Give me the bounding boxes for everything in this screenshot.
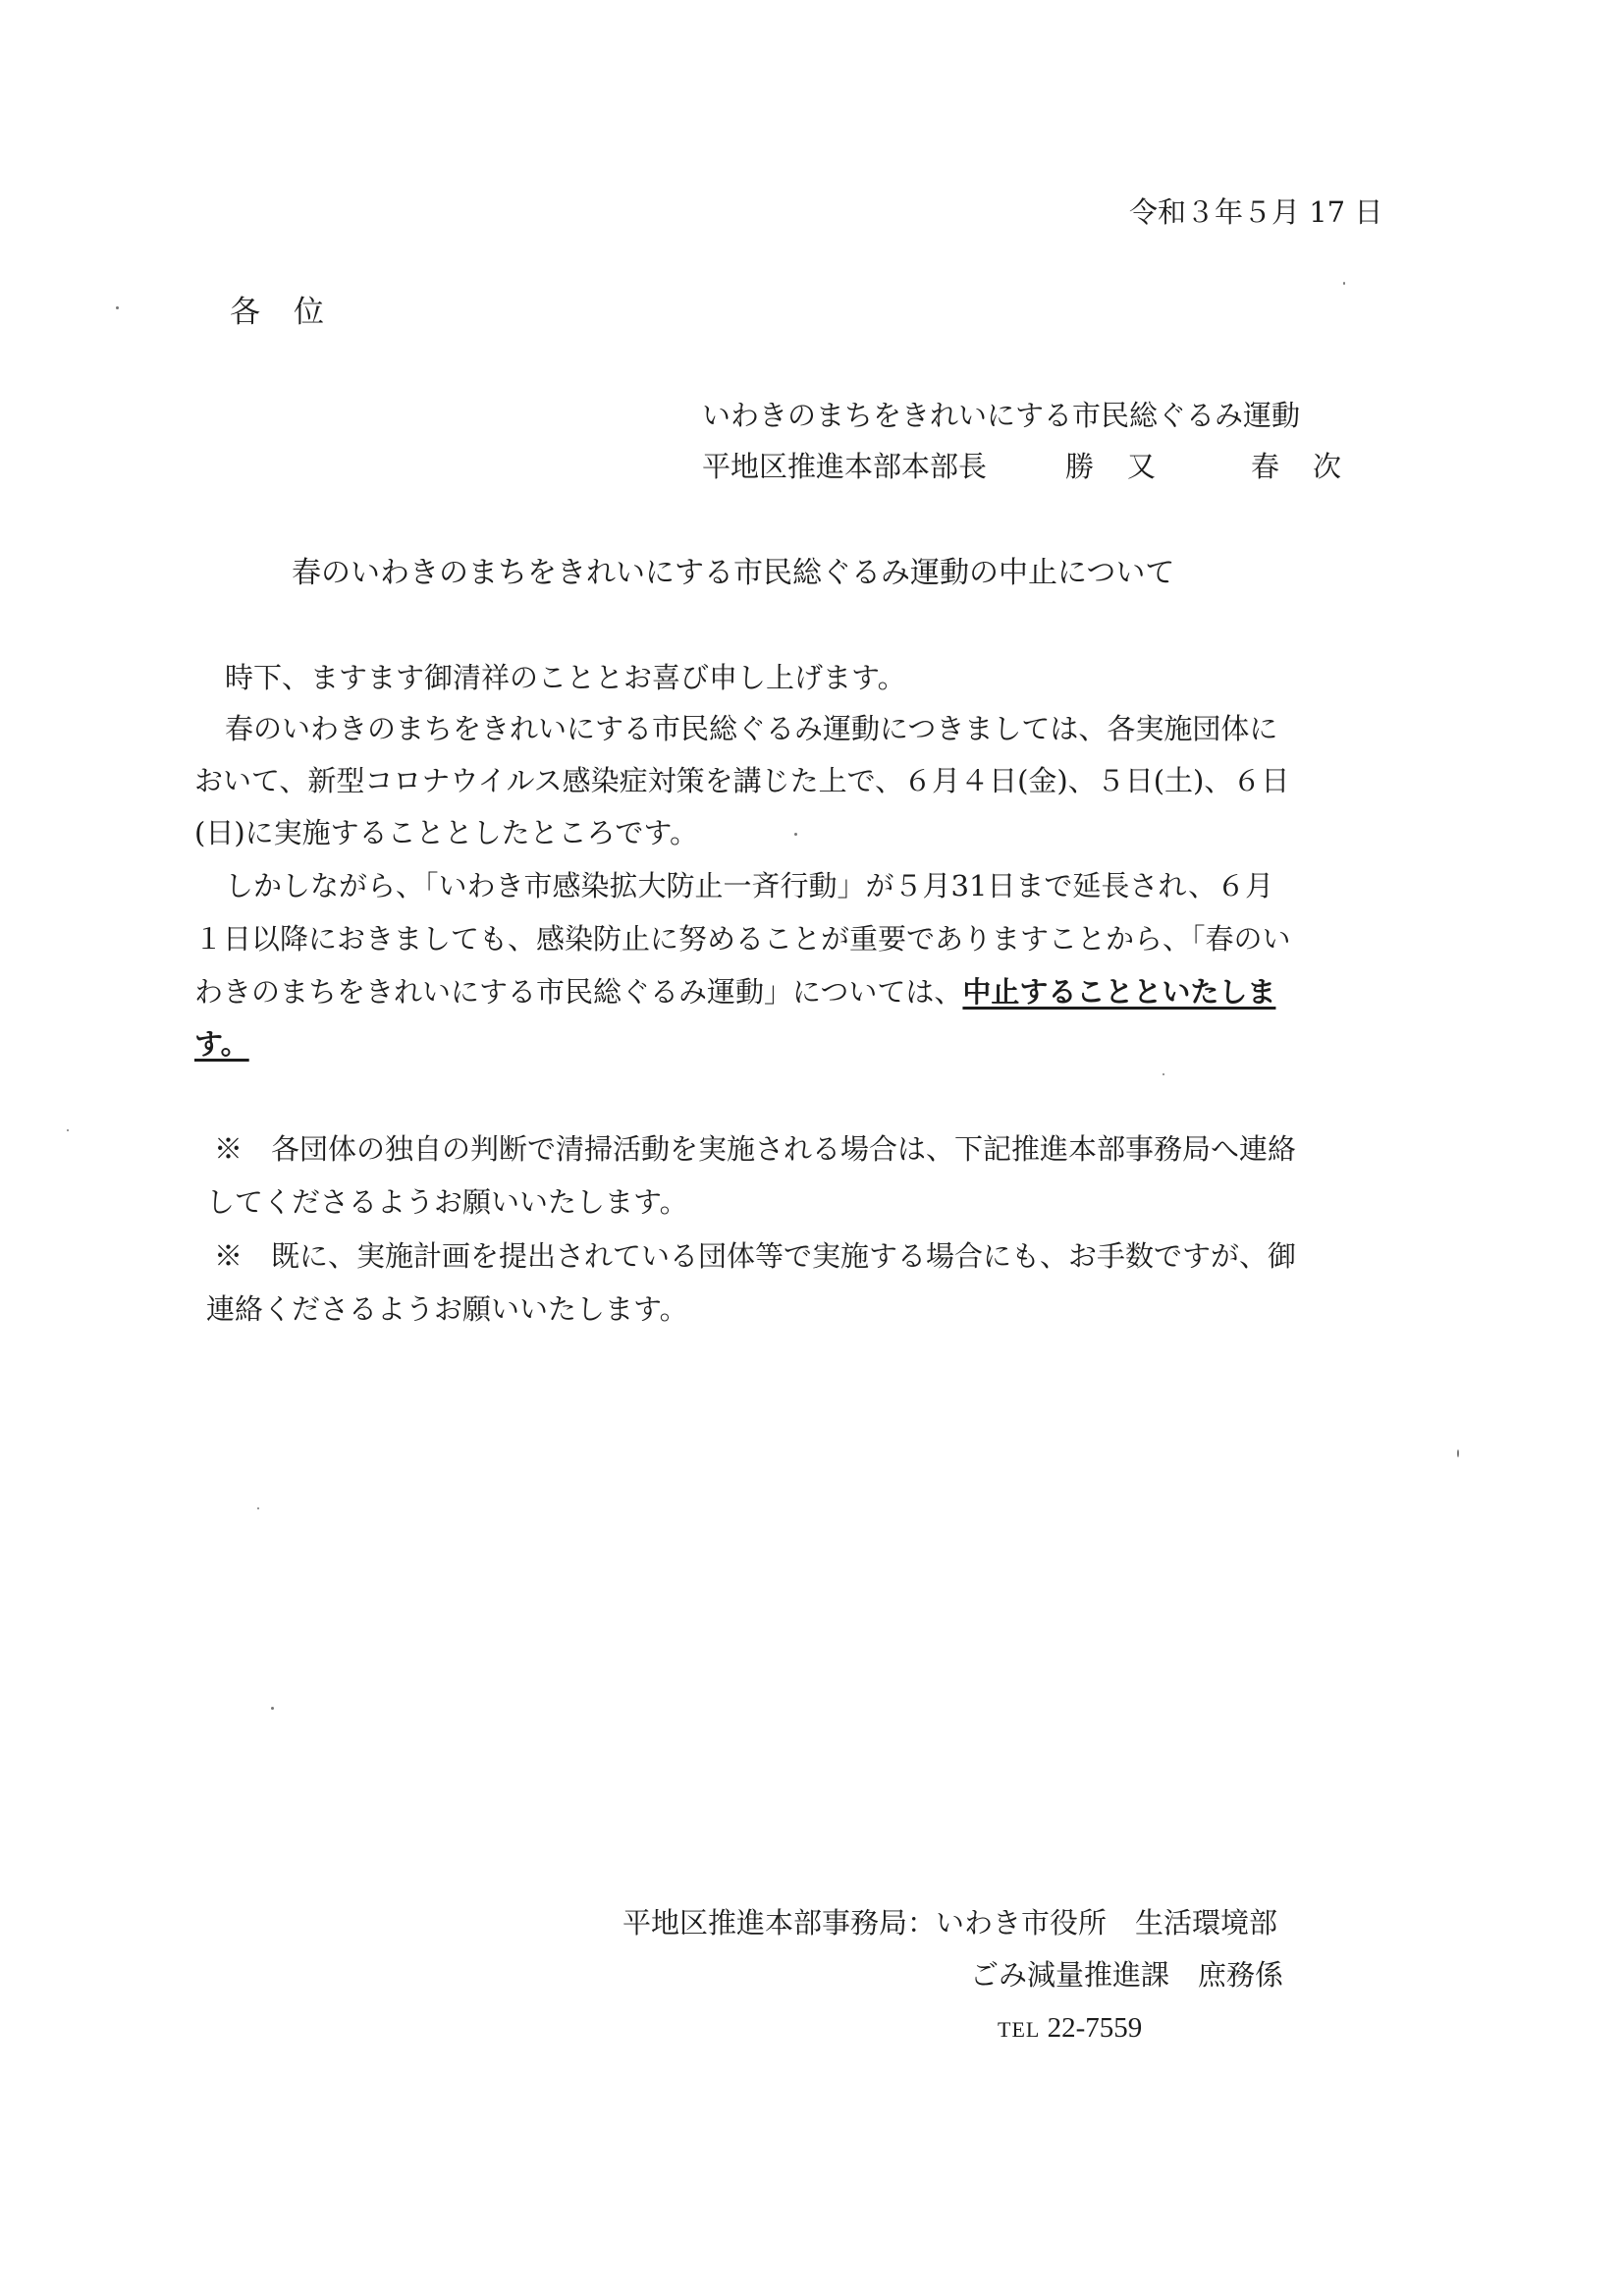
scan-speck bbox=[1457, 1449, 1459, 1457]
note-1-line-1: ※ 各団体の独自の判断で清掃活動を実施される場合は、下記推進本部事務局へ連絡 bbox=[214, 1132, 1297, 1166]
footer-office: 平地区推進本部事務局：いわき市役所 生活環境部 bbox=[622, 1906, 1278, 1940]
scan-speck bbox=[794, 833, 797, 836]
scan-speck bbox=[257, 1507, 259, 1509]
body-paragraph-1-line-3: (日)に実施することとしたところです。 bbox=[194, 816, 699, 849]
body-paragraph-2-line-2: １日以降におきましても、感染防止に努めることが重要でありますことから、「春のい bbox=[194, 922, 1291, 956]
scan-speck bbox=[67, 1129, 69, 1131]
addressee: 各位 bbox=[230, 295, 357, 330]
cancellation-emphasis: 中止することといたしま bbox=[962, 975, 1276, 1009]
body-greeting: 時下、ますます御清祥のこととお喜び申し上げます。 bbox=[225, 661, 906, 694]
telephone-label: TEL bbox=[998, 2017, 1041, 2042]
document-subject: 春のいわきのまちをきれいにする市民総ぐるみ運動の中止について bbox=[292, 556, 1175, 590]
body-paragraph-2-line-3-text: わきのまちをきれいにする市民総ぐるみ運動」については、 bbox=[194, 975, 963, 1009]
scan-speck bbox=[1343, 282, 1345, 285]
sender-organization: いわきのまちをきれいにする市民総ぐるみ運動 bbox=[702, 399, 1301, 432]
note-2-line-2: 連絡くださるようお願いいたします。 bbox=[206, 1292, 688, 1326]
body-paragraph-2-line-4 bbox=[194, 1024, 249, 1064]
telephone-number: 22-7559 bbox=[1047, 2012, 1143, 2044]
body-paragraph-2-line-3 bbox=[194, 972, 1275, 1011]
cancellation-emphasis-end: す。 bbox=[194, 1027, 249, 1061]
sender-title: 平地区推進本部本部長 bbox=[702, 450, 988, 483]
scan-speck bbox=[271, 1707, 274, 1710]
body-paragraph-1-line-1: 春のいわきのまちをきれいにする市民総ぐるみ運動につきましては、各実施団体に bbox=[225, 712, 1278, 745]
note-2-line-1: ※ 既に、実施計画を提出されている団体等で実施する場合にも、お手数ですが、御 bbox=[214, 1239, 1297, 1273]
note-1-line-2: してくださるようお願いいたします。 bbox=[206, 1185, 688, 1219]
footer-telephone bbox=[998, 2008, 1142, 2050]
body-paragraph-1-line-2: おいて、新型コロナウイルス感染症対策を講じた上で、６月４日(金)、５日(土)、６日 bbox=[194, 764, 1290, 797]
scan-speck bbox=[1163, 1073, 1164, 1075]
sender-name: 勝又 春次 bbox=[1065, 450, 1376, 483]
document-date: 令和３年５月 17 日 bbox=[1129, 195, 1383, 229]
body-paragraph-2-line-1: しかしながら、「いわき市感染拡大防止一斉行動」が５月31日まで延長され、６月 bbox=[225, 869, 1274, 902]
scan-speck bbox=[116, 306, 119, 309]
footer-division: ごみ減量推進課 庶務係 bbox=[970, 1958, 1284, 1992]
sender-title-line bbox=[702, 447, 1375, 486]
